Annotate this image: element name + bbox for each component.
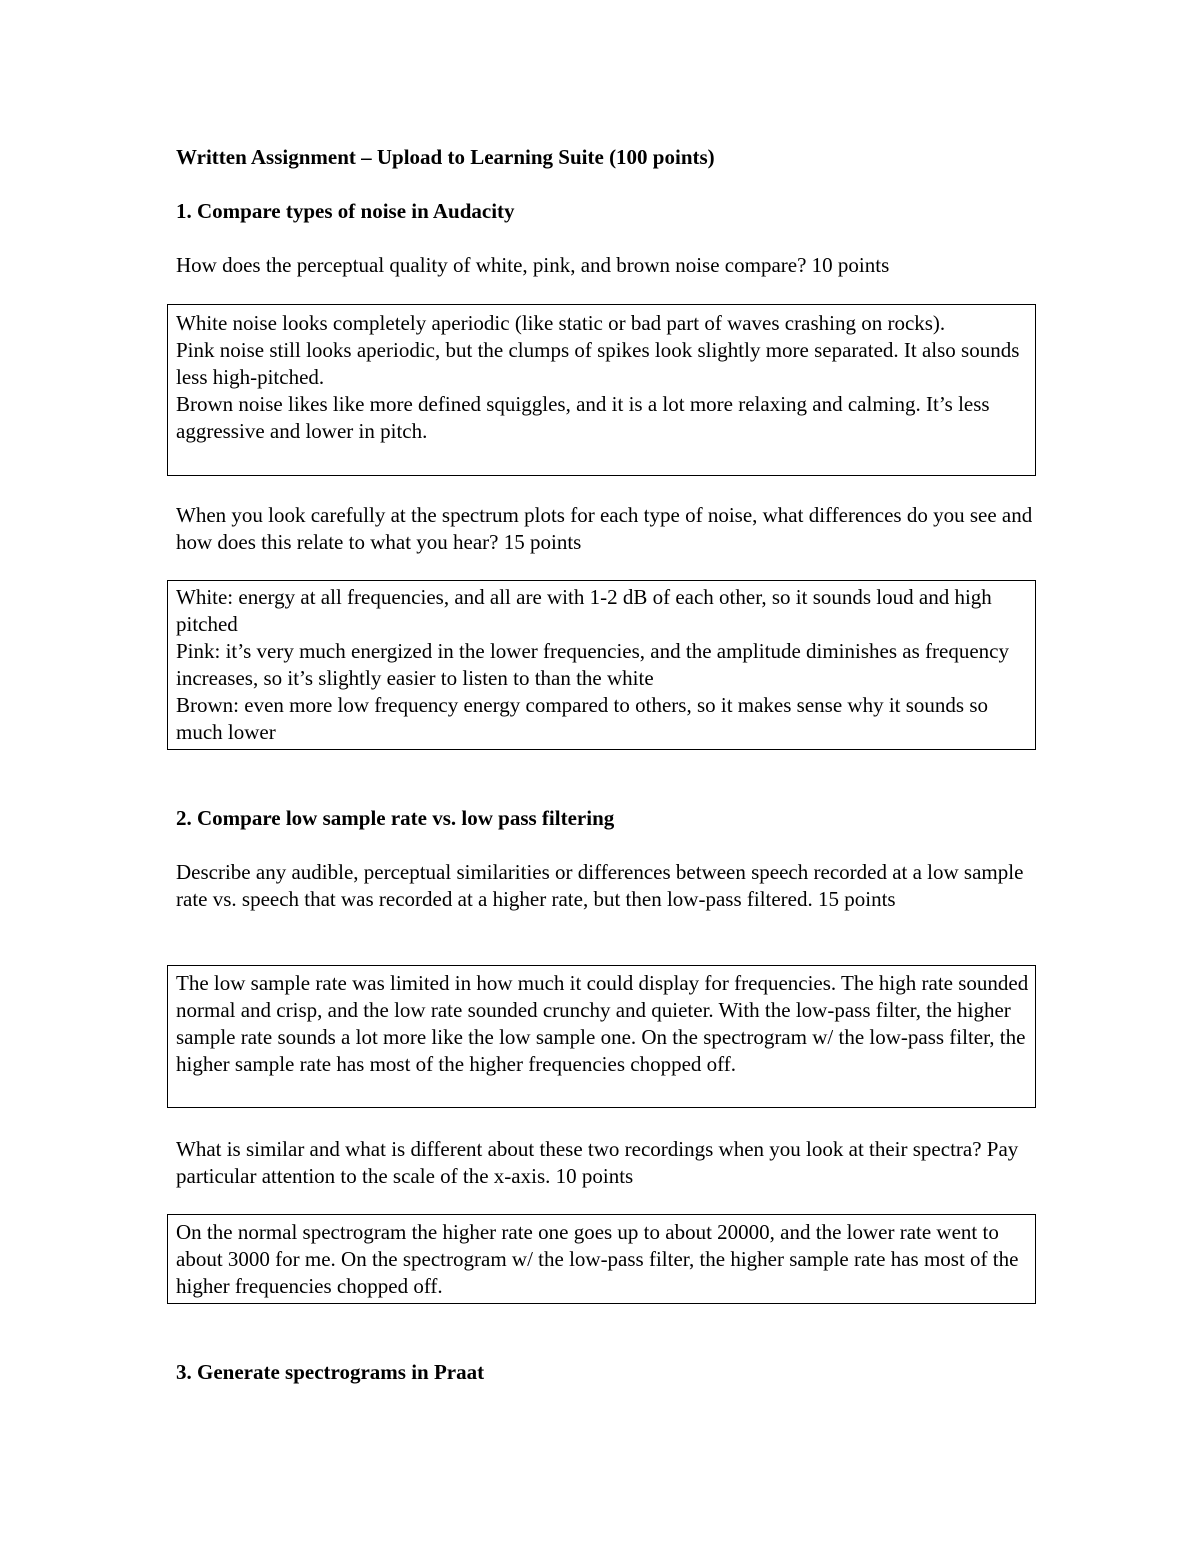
section-2-question-1-answer-box (167, 965, 1036, 1108)
answer-paragraph: Pink noise still looks aperiodic, but the clumps of spikes look slightly more separated. It also sounds less high-pitched. (176, 338, 1020, 389)
section-1-heading: 1. Compare types of noise in Audacity (176, 199, 515, 223)
section-1-question-1-prompt: How does the perceptual quality of white, pink, and brown noise compare? 10 points (176, 253, 890, 277)
section-1-question-1-answer-box (167, 304, 1036, 476)
section-1-question-2-answer-box (167, 580, 1036, 750)
section-1-question-2-prompt: When you look carefully at the spectrum plots for each type of noise, what differences do you see and how does this relate to what you hear? 15 points (176, 503, 1033, 554)
section-2-heading: 2. Compare low sample rate vs. low pass filtering (176, 806, 615, 830)
answer-paragraph: Brown: even more low frequency energy compared to others, so it makes sense why it sounds so much lower (176, 693, 989, 744)
assignment-title: Written Assignment – Upload to Learning Suite (100 points) (176, 145, 715, 169)
answer-paragraph: On the normal spectrogram the higher rate one goes up to about 20000, and the lower rate went to about 3000 for me. On the spectrogram w/ the low-pass filter, the higher sample rate has most of the higher frequencies chopped off. (176, 1220, 1019, 1298)
section-3-heading: 3. Generate spectrograms in Praat (176, 1360, 485, 1384)
answer-paragraph: Brown noise likes like more defined squiggles, and it is a lot more relaxing and calming. It’s less aggressive and lower in pitch. (176, 392, 990, 443)
answer-paragraph: White: energy at all frequencies, and all are with 1-2 dB of each other, so it sounds loud and high pitched (176, 585, 992, 636)
answer-paragraph: The low sample rate was limited in how much it could display for frequencies. The high rate sounded normal and crisp, and the low rate sounded crunchy and quieter. With the low-pass filter, the higher sample rate sounds a lot more like the low sample one. On the spectrogram w/ the low-pass filter, the higher sample rate has most of the higher frequencies chopped off. (176, 971, 1029, 1076)
answer-paragraph: Pink: it’s very much energized in the lower frequencies, and the amplitude diminishes as frequency increases, so it’s slightly easier to listen to than the white (176, 639, 1009, 690)
section-2-question-1-prompt: Describe any audible, perceptual similarities or differences between speech recorded at a low sample rate vs. speech that was recorded at a higher rate, but then low-pass filtered. 15 points (176, 860, 1024, 911)
section-2-question-2-prompt: What is similar and what is different about these two recordings when you look at their spectra? Pay particular attention to the scale of the x-axis. 10 points (176, 1137, 1019, 1188)
section-2-question-2-answer-box (167, 1214, 1036, 1304)
answer-paragraph: White noise looks completely aperiodic (like static or bad part of waves crashing on rocks). (176, 311, 946, 335)
